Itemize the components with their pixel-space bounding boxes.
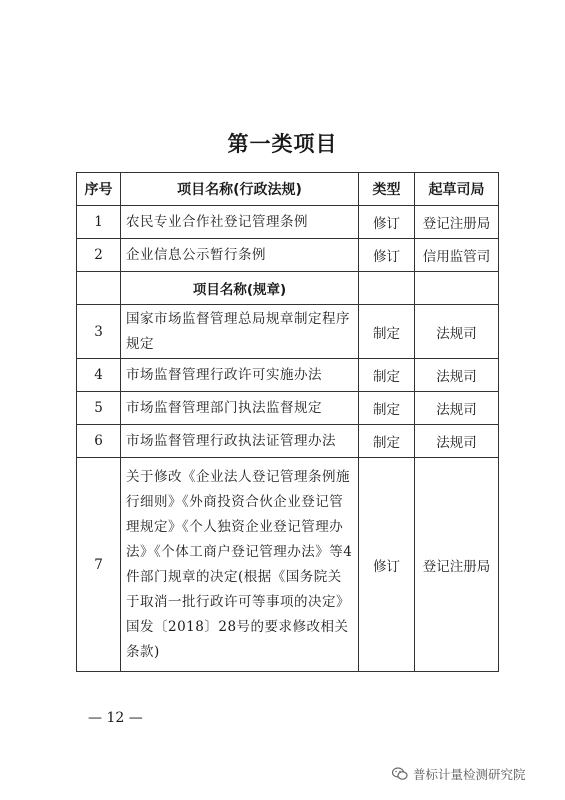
row-dept: 法规司 [415,305,499,359]
header-dept: 起草司局 [415,173,499,206]
row-name: 企业信息公示暂行条例 [121,239,359,272]
sub-header-empty-type [359,272,415,305]
row-dept: 信用监管司 [415,239,499,272]
sub-header-empty-num [77,272,121,305]
row-num: 5 [77,392,121,425]
table-row [77,392,499,425]
row-name: 市场监督管理行政许可实施办法 [121,359,359,392]
project-table [76,172,499,672]
table-row [77,239,499,272]
header-num: 序号 [77,173,121,206]
row-dept: 法规司 [415,425,499,458]
row-dept: 法规司 [415,392,499,425]
watermark-text: 普标计量检测研究院 [413,767,526,782]
row-num: 3 [77,305,121,359]
row-type: 制定 [359,305,415,359]
table-row [77,206,499,239]
row-dept: 法规司 [415,359,499,392]
row-dept: 登记注册局 [415,206,499,239]
row-num: 4 [77,359,121,392]
row-type: 修订 [359,458,415,672]
row-name: 农民专业合作社登记管理条例 [121,206,359,239]
sub-header-empty-dept [415,272,499,305]
header-name: 项目名称(行政法规) [121,173,359,206]
header-type: 类型 [359,173,415,206]
page-number: — 12 — [88,710,143,726]
row-type: 制定 [359,392,415,425]
row-num: 7 [77,458,121,672]
row-type: 修订 [359,239,415,272]
table-header-row [77,173,499,206]
row-type: 制定 [359,425,415,458]
row-name: 关于修改《企业法人登记管理条例施行细则》《外商投资合伙企业登记管理规定》《个人独资企业登记管理办法》《个体工商户登记管理办法》等4件部门规章的决定(根据《国务院关于取消一批行政许可等事项的决定》国发〔2018〕28号的要求修改相关条款) [121,458,359,672]
row-name: 市场监督管理部门执法监督规定 [121,392,359,425]
row-type: 制定 [359,359,415,392]
wechat-icon [392,767,408,781]
table-row [77,305,499,359]
table-row [77,359,499,392]
row-num: 2 [77,239,121,272]
table-row [77,425,499,458]
row-name: 国家市场监督管理总局规章制定程序规定 [121,305,359,359]
sub-header-title: 项目名称(规章) [121,272,359,305]
page-title: 第一类项目 [227,132,338,156]
row-num: 6 [77,425,121,458]
watermark [392,765,526,783]
row-name: 市场监督管理行政执法证管理办法 [121,425,359,458]
row-num: 1 [77,206,121,239]
table-row [77,458,499,672]
sub-header-row [77,272,499,305]
row-type: 修订 [359,206,415,239]
row-dept: 登记注册局 [415,458,499,672]
